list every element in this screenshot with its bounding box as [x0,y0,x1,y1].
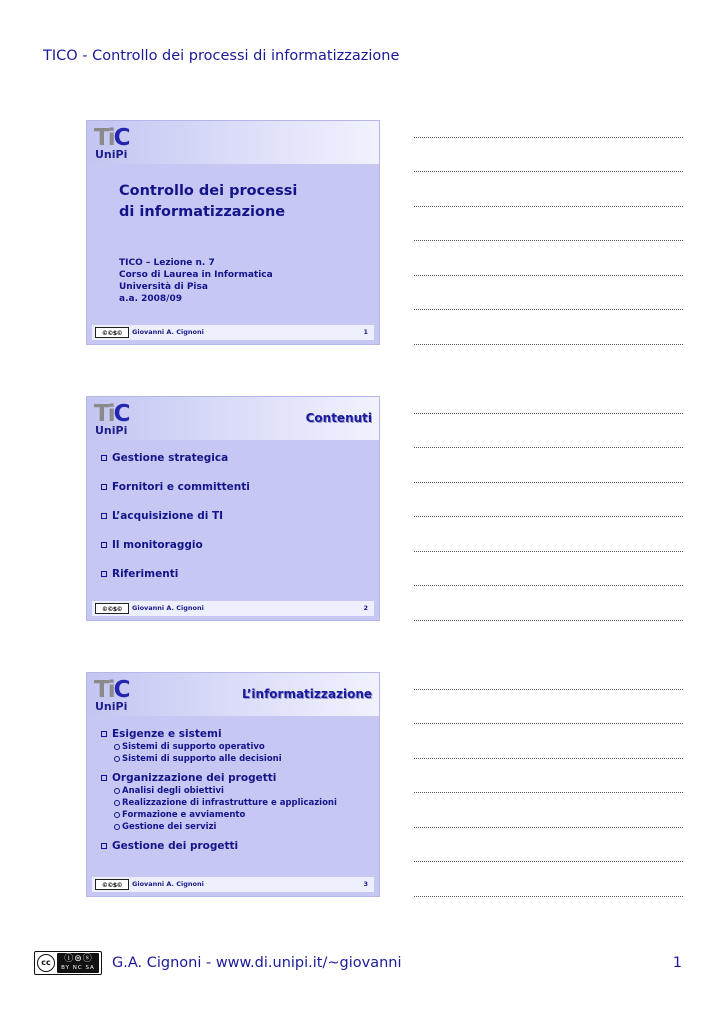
square-bullet-icon [101,484,107,490]
notes-line [414,758,683,759]
logo-unipi: UniPi [95,148,128,161]
circle-bullet-icon [114,744,120,750]
notes-line [414,137,683,138]
notes-line [414,447,683,448]
tico-unipi-logo [94,679,134,713]
cc-license-icon: ©©$© [95,603,129,614]
sub-list-item [112,821,373,833]
meta-course: Corso di Laurea in Informatica [119,270,273,280]
notes-line [414,689,683,690]
slide-2 [86,396,380,621]
tico-unipi-logo [94,403,134,437]
list-item-label: Gestione strategica [112,452,229,464]
list-item [101,771,373,833]
notes-line [414,171,683,172]
list-item-label: Il monitoraggio [112,539,203,551]
circle-bullet-icon [114,812,120,818]
notes-line [414,275,683,276]
slide-title-line-1: Controllo dei processi [119,183,298,199]
list-item [101,480,373,494]
list-item-label: Organizzazione dei progetti [112,772,277,784]
cc-terms-codes: BY NC SA [61,965,95,971]
logo-c: C [113,401,129,427]
slide-3 [86,672,380,897]
square-bullet-icon [101,571,107,577]
sub-list-item [112,753,373,765]
slide-title-line-2: di informatizzazione [119,204,286,220]
sub-list-item [112,785,373,797]
meta-university: Università di Pisa [119,282,208,292]
notes-line [414,896,683,897]
square-bullet-icon [101,731,107,737]
sub-list-item [112,741,373,753]
slide-footer [92,877,374,892]
list-item [101,509,373,523]
notes-line [414,482,683,483]
notes-line [414,309,683,310]
meta-year: a.a. 2008/09 [119,294,182,304]
sub-list-item [112,797,373,809]
page-header: TICO - Controllo dei processi di informatizzazione [43,48,400,64]
list-item-label: L’acquisizione di TI [112,510,224,522]
sub-list-item-label: Gestione dei servizi [122,822,217,832]
list-item-label: Esigenze e sistemi [112,728,222,740]
circle-bullet-icon [114,788,120,794]
slide-footer-author: Giovanni A. Cignoni [132,880,204,888]
sub-list-item-label: Sistemi di supporto alle decisioni [122,754,282,764]
cc-terms [57,953,99,973]
bullet-list [101,451,373,581]
cc-terms-icons: ⓘ⊜ⓢ [64,954,93,964]
cc-license-badge [34,951,102,975]
logo-ti: Ti [94,401,114,427]
bullet-list [101,727,373,853]
notes-line [414,344,683,345]
list-item [101,451,373,465]
sub-list-item-label: Analisi degli obiettivi [122,786,224,796]
notes-line [414,240,683,241]
logo-unipi: UniPi [95,424,128,437]
list-item [101,567,373,581]
cc-logo-icon: cc [37,954,55,972]
meta-lesson: TICO – Lezione n. 7 [119,258,215,268]
slide-footer [92,601,374,616]
square-bullet-icon [101,542,107,548]
list-item [101,727,373,765]
sub-list-item-label: Sistemi di supporto operativo [122,742,265,752]
slide-footer-page: 2 [363,604,368,612]
slide-footer-page: 1 [363,328,368,336]
logo-c: C [113,125,129,151]
list-item-label: Gestione dei progetti [112,840,239,852]
notes-line [414,861,683,862]
square-bullet-icon [101,513,107,519]
notes-line [414,723,683,724]
notes-line [414,585,683,586]
sub-list-item [112,809,373,821]
cc-license-icon: ©©$© [95,879,129,890]
page-number: 1 [672,955,682,971]
slide-footer-author: Giovanni A. Cignoni [132,604,204,612]
notes-line [414,516,683,517]
logo-c: C [113,677,129,703]
slide-heading: Contenuti [305,411,372,425]
slide-meta [119,257,369,305]
slide-footer [92,325,374,340]
slide-footer-author: Giovanni A. Cignoni [132,328,204,336]
list-item [101,538,373,552]
notes-line [414,792,683,793]
list-item-label: Fornitori e committenti [112,481,250,493]
list-item-label: Riferimenti [112,568,179,580]
page-footer-text: G.A. Cignoni - www.di.unipi.it/~giovanni [112,955,402,971]
notes-line [414,551,683,552]
sub-list-item-label: Realizzazione di infrastrutture e applicazioni [122,798,337,808]
square-bullet-icon [101,455,107,461]
sub-list [112,785,373,833]
slide-title [119,181,369,223]
tico-unipi-logo [94,127,134,161]
slide-footer-page: 3 [363,880,368,888]
square-bullet-icon [101,843,107,849]
square-bullet-icon [101,775,107,781]
notes-line [414,206,683,207]
notes-line [414,620,683,621]
logo-ti: Ti [94,125,114,151]
notes-line [414,827,683,828]
circle-bullet-icon [114,800,120,806]
circle-bullet-icon [114,756,120,762]
slide-heading: L’informatizzazione [241,687,372,701]
list-item [101,839,373,853]
logo-unipi: UniPi [95,700,128,713]
cc-license-icon: ©©$© [95,327,129,338]
logo-ti: Ti [94,677,114,703]
notes-line [414,413,683,414]
sub-list [112,741,373,765]
slide-1 [86,120,380,345]
sub-list-item-label: Formazione e avviamento [122,810,246,820]
circle-bullet-icon [114,824,120,830]
